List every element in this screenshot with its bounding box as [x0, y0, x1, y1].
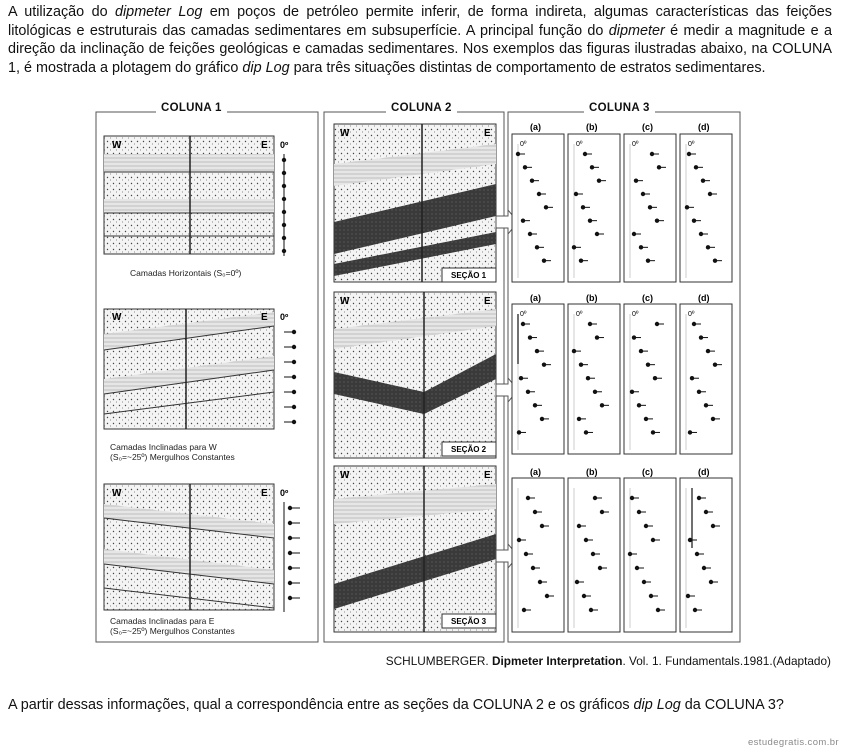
plot-label-b-1: (b) — [586, 122, 598, 132]
col1-dip-dot — [282, 158, 286, 162]
plot-zero-a-2: 0º — [520, 311, 527, 318]
col1-panel-dip-west — [104, 309, 274, 429]
col1-w-label-2: W — [112, 312, 122, 323]
caption-horizontal: Camadas Horizontais (S₀=0º) — [130, 268, 242, 278]
col1-dip-dot — [282, 249, 286, 253]
plot-zero-c-1: 0º — [632, 141, 639, 148]
plot-zero-a-1: 0º — [520, 141, 527, 148]
col2-w-2: W — [340, 296, 350, 307]
col2-e-2: E — [484, 296, 491, 307]
col2-w-1: W — [340, 128, 350, 139]
col1-e-label-3: E — [261, 488, 268, 499]
col1-e-label-1: E — [261, 140, 268, 151]
plot-zero-b-2: 0º — [576, 311, 583, 318]
caption-dip-west: Camadas Inclinadas para W (S₀=~25º) Mergulhos Constantes — [110, 442, 235, 462]
col1-dip-dot — [282, 171, 286, 175]
caption-dip-east: Camadas Inclinadas para E (S₀=~25º) Mergulhos Constantes — [110, 616, 235, 636]
plot-label-a-2: (a) — [530, 293, 541, 303]
col1-dip-dot — [282, 223, 286, 227]
plot-label-d-1: (d) — [698, 122, 710, 132]
figure-credit: SCHLUMBERGER. Dipmeter Interpretation. Vol. 1. Fundamentals.1981.(Adaptado) — [385, 654, 831, 668]
plot-label-c-1: (c) — [642, 122, 653, 132]
plot-label-b-2: (b) — [586, 293, 598, 303]
plot-label-c-2: (c) — [642, 293, 653, 303]
col1-panel-dip-east — [104, 484, 284, 612]
col1-panel-horizontal — [104, 136, 284, 256]
col1-dip-dot — [282, 184, 286, 188]
section-3-label: SEÇÃO 3 — [451, 617, 487, 626]
plot-label-a-3: (a) — [530, 467, 541, 477]
col2-section-2 — [334, 292, 496, 458]
plot-zero-d-1: 0º — [688, 141, 695, 148]
plot-zero-d-2: 0º — [688, 311, 695, 318]
plot-label-b-3: (b) — [586, 467, 598, 477]
watermark: estudegratis.com.br — [747, 737, 839, 748]
coluna-2-title: COLUNA 2 — [386, 102, 457, 114]
plot-label-d-3: (d) — [698, 467, 710, 477]
figure-drawing — [94, 104, 742, 644]
col1-e-label-2: E — [261, 312, 268, 323]
col2-e-3: E — [484, 470, 491, 481]
plot-label-a-1: (a) — [530, 122, 541, 132]
coluna-1-title: COLUNA 1 — [156, 102, 227, 114]
plot-label-c-3: (c) — [642, 467, 653, 477]
col1-zero-2: 0º — [280, 312, 289, 322]
col2-section-1 — [334, 124, 496, 282]
plot-zero-c-2: 0º — [632, 311, 639, 318]
plot-label-d-2: (d) — [698, 293, 710, 303]
plot-zero-b-1: 0º — [576, 141, 583, 148]
col1-zero-3: 0º — [280, 488, 289, 498]
col1-w-label-3: W — [112, 488, 122, 499]
coluna-3-title: COLUNA 3 — [584, 102, 655, 114]
intro-paragraph: A utilização do dipmeter Log em poços de petróleo permite inferir, de forma indireta, algumas características das feições litológicas e estruturais das camadas sedimentares em subsuperfície. A principal função do dipmeter é medir a magnitude e a direção da inclinação de feições geológicas e camadas sedimentares. Nos exemplos das figuras ilustradas abaixo, na COLUNA 1, é mostrada a plotagem do gráfico dip Log para três situações distintas de comportamento de estratos sedimentares. — [8, 4, 832, 76]
col1-dip-dot — [282, 210, 286, 214]
question-text: A partir dessas informações, qual a correspondência entre as seções da COLUNA 2 e os gráficos dip Log da COLUNA 3? — [8, 697, 784, 713]
col1-w-label-1: W — [112, 140, 122, 151]
col1-zero-1: 0º — [280, 140, 289, 150]
col2-section-3 — [334, 466, 496, 632]
col1-dip-dot — [282, 236, 286, 240]
section-1-label: SEÇÃO 1 — [451, 271, 487, 280]
section-2-label: SEÇÃO 2 — [451, 445, 487, 454]
col2-e-1: E — [484, 128, 491, 139]
col2-w-3: W — [340, 470, 350, 481]
dipmeter-figure — [94, 104, 742, 644]
col1-dip-dot — [282, 197, 286, 201]
